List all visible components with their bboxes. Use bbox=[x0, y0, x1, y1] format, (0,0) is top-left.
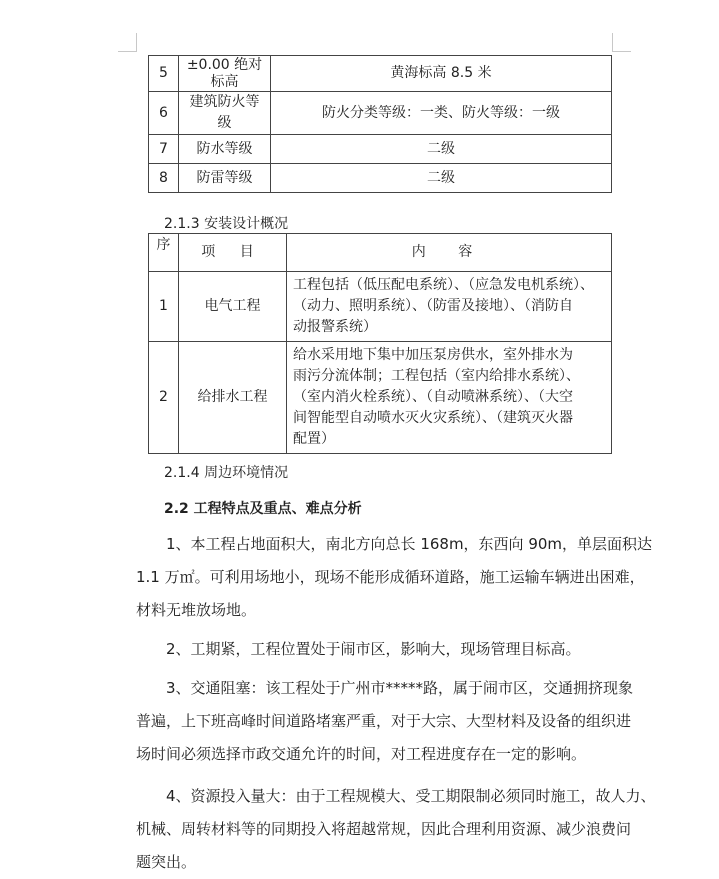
paragraph-line: 机械、周转材料等的同期投入将超越常规，因此合理利用资源、减少浪费问 bbox=[136, 820, 632, 838]
paragraph-line: 4、资源投入量大：由于工程规模大、受工期限制必须同时施工，故人力、 bbox=[136, 787, 656, 805]
header-content: 内 容 bbox=[287, 234, 612, 272]
row-item bbox=[179, 56, 271, 92]
paragraph-3 bbox=[136, 672, 634, 771]
paragraph-line: 材料无堆放场地。 bbox=[136, 601, 257, 619]
row-content: 二级 bbox=[271, 164, 612, 193]
paragraph-4 bbox=[136, 780, 656, 879]
row-item: 电气工程 bbox=[179, 272, 287, 342]
row-number: 7 bbox=[149, 135, 179, 164]
content-line: 给水采用地下集中加压泵房供水，室外排水为 bbox=[293, 347, 573, 363]
table-row bbox=[149, 164, 612, 193]
paragraph-line: 2、工期紧，工程位置处于闹市区，影响大，现场管理目标高。 bbox=[136, 640, 581, 658]
paragraph-line: 3、交通阻塞：该工程处于广州市*****路，属于闹市区，交通拥挤现象 bbox=[136, 679, 634, 697]
row-item: 建筑防火等级 bbox=[179, 92, 271, 135]
building-spec-table bbox=[148, 55, 612, 193]
content-line: （室内消火栓系统）、（自动喷淋系统）、（大空 bbox=[293, 389, 573, 405]
table-row bbox=[149, 272, 612, 342]
paragraph-1 bbox=[136, 528, 653, 627]
paragraph-line: 1、本工程占地面积大，南北方向总长 168m，东西向 90m，单层面积达 bbox=[136, 535, 653, 553]
header-seq: 序 bbox=[149, 234, 179, 272]
row-number: 6 bbox=[149, 92, 179, 135]
row-content bbox=[287, 272, 612, 342]
paragraph-line: 题突出。 bbox=[136, 853, 197, 871]
row-item: 给排水工程 bbox=[179, 342, 287, 454]
section-title-2-1-3: 2.1.3 安装设计概况 bbox=[164, 216, 289, 232]
row-number: 5 bbox=[149, 56, 179, 92]
content-line: 工程包括（低压配电系统）、（应急发电机系统）、 bbox=[293, 277, 594, 293]
content-line: （动力、照明系统）、（防雷及接地）、（消防自 bbox=[293, 298, 573, 314]
row-item: 防雷等级 bbox=[179, 164, 271, 193]
row-number: 8 bbox=[149, 164, 179, 193]
paragraph-2 bbox=[136, 633, 612, 666]
content-line: 配置） bbox=[293, 431, 335, 447]
section-heading-2-2: 2.2 工程特点及重点、难点分析 bbox=[164, 501, 362, 517]
table-row bbox=[149, 342, 612, 454]
content-line: 间智能型自动喷水灭火灾系统）、（建筑灭火器 bbox=[293, 410, 573, 426]
table-header-row bbox=[149, 234, 612, 272]
header-item: 项 目 bbox=[179, 234, 287, 272]
paragraph-line: 普遍，上下班高峰时间道路堵塞严重，对于大宗、大型材料及设备的组织进 bbox=[136, 712, 632, 730]
paragraph-line: 1.1 万㎡。可利用场地小，现场不能形成循环道路，施工运输车辆进出困难， bbox=[136, 568, 645, 586]
table-row bbox=[149, 92, 612, 135]
content-line: 雨污分流体制；工程包括（室内给排水系统）、 bbox=[293, 368, 580, 384]
table-row bbox=[149, 56, 612, 92]
table-row bbox=[149, 135, 612, 164]
row-content: 黄海标高 8.5 米 bbox=[271, 56, 612, 92]
row-number: 2 bbox=[149, 342, 179, 454]
row-number: 1 bbox=[149, 272, 179, 342]
row-item: 防水等级 bbox=[179, 135, 271, 164]
page-corner-mark-left bbox=[118, 33, 137, 52]
row-item-line: ±0.00 绝对 bbox=[186, 56, 263, 73]
page-corner-mark-right bbox=[612, 33, 631, 52]
installation-design-table bbox=[148, 233, 612, 454]
section-title-2-1-4: 2.1.4 周边环境情况 bbox=[164, 465, 289, 481]
content-line: 动报警系统） bbox=[293, 319, 377, 335]
row-content bbox=[287, 342, 612, 454]
paragraph-line: 场时间必须选择市政交通允许的时间，对工程进度存在一定的影响。 bbox=[136, 745, 587, 763]
row-content: 防火分类等级：一类、防火等级：一级 bbox=[271, 92, 612, 135]
row-item-line: 标高 bbox=[210, 73, 239, 90]
row-content: 二级 bbox=[271, 135, 612, 164]
